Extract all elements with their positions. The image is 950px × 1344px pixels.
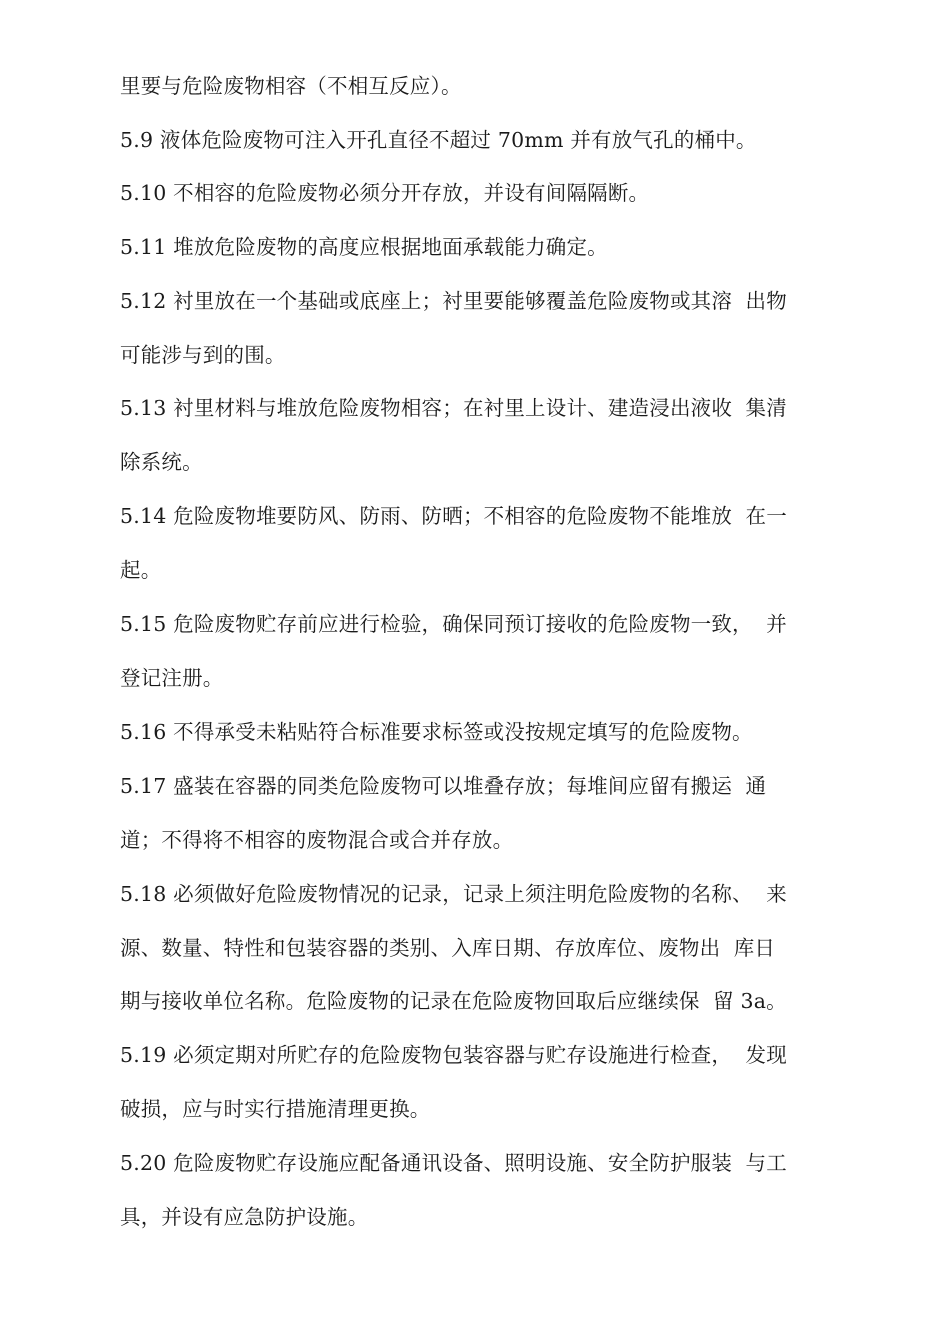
text-line: 5.11 堆放危险废物的高度应根据地面承载能力确定。 — [120, 235, 608, 259]
text-line: 5.10 不相容的危险废物必须分开存放，并设有间隔隔断。 — [120, 181, 650, 205]
text-line: 5.15 危险废物贮存前应进行检验，确保同预订接收的危险废物一致， 并 — [120, 612, 787, 636]
text-line: 5.18 必须做好危险废物情况的记录，记录上须注明危险废物的名称、 来 — [120, 882, 787, 906]
text-line: 里要与危险废物相容（不相互反应）。 — [120, 74, 462, 98]
text-line: 除系统。 — [120, 450, 203, 474]
text-line: 5.12 衬里放在一个基础或底座上；衬里要能够覆盖危险废物或其溶 出物 — [120, 289, 787, 313]
text-line: 5.19 必须定期对所贮存的危险废物包装容器与贮存设施进行检查， 发现 — [120, 1043, 787, 1067]
text-line: 道；不得将不相容的废物混合或合并存放。 — [120, 828, 514, 852]
text-line: 5.20 危险废物贮存设施应配备通讯设备、照明设施、安全防护服装 与工 — [120, 1151, 787, 1175]
text-line: 5.13 衬里材料与堆放危险废物相容；在衬里上设计、建造浸出液收 集清 — [120, 396, 787, 420]
text-line: 破损，应与时实行措施清理更换。 — [120, 1097, 431, 1121]
text-line: 源、数量、特性和包装容器的类别、入库日期、存放库位、废物出 库日 — [120, 936, 776, 960]
text-line: 5.9 液体危险废物可注入开孔直径不超过 70mm 并有放气孔的桶中。 — [120, 128, 757, 152]
text-line: 5.17 盛装在容器的同类危险废物可以堆叠存放；每堆间应留有搬运 通 — [120, 774, 767, 798]
text-line: 期与接收单位名称。危险废物的记录在危险废物回取后应继续保 留 3a。 — [120, 989, 787, 1013]
text-line: 5.16 不得承受未粘贴符合标准要求标签或没按规定填写的危险废物。 — [120, 720, 753, 744]
text-line: 具，并设有应急防护设施。 — [120, 1205, 369, 1229]
text-line: 登记注册。 — [120, 666, 224, 690]
text-line: 起。 — [120, 558, 162, 582]
text-line: 5.14 危险废物堆要防风、防雨、防晒；不相容的危险废物不能堆放 在一 — [120, 504, 787, 528]
text-line: 可能涉与到的围。 — [120, 343, 286, 367]
